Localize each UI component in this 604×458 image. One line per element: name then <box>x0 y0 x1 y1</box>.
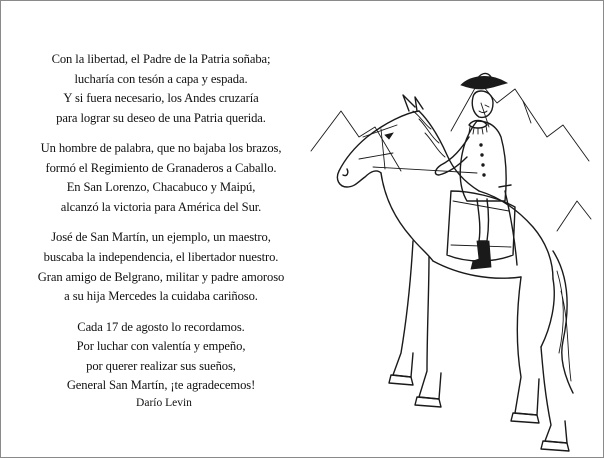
mountains <box>311 81 591 231</box>
poem-line: Y si fuera necesario, los Andes cruzaría <box>63 91 259 106</box>
poem-line: Un hombre de palabra, que no bajaba los brazos, <box>40 141 282 156</box>
poem-line: Con la libertad, el Padre de la Patria soñaba; <box>51 52 271 66</box>
rider <box>435 74 517 269</box>
poem-line: Cada 17 de agosto lo recordamos. <box>77 319 245 334</box>
stanza-3 <box>11 228 311 306</box>
poem-line: Por luchar con valentía y empeño, <box>76 339 246 354</box>
poem-line: a su hija Mercedes la cuidaba cariñoso. <box>64 289 258 304</box>
san-martin-horse-illustration <box>301 41 601 453</box>
poem-line: buscaba la independencia, el libertador nuestro. <box>43 249 279 264</box>
poem-line: General San Martín, ¡te agradecemos! <box>66 378 256 393</box>
poem-line: formó el Regimiento de Granaderos a Caballo. <box>45 160 277 175</box>
stanza-4 <box>11 318 311 396</box>
poem-line: por querer realizar sus sueños, <box>86 358 236 373</box>
poem-author: Darío Levin <box>136 397 192 409</box>
poem-line: Gran amigo de Belgrano, militar y padre amoroso <box>37 269 285 284</box>
stanza-1 <box>11 50 311 128</box>
horse-and-rider-drawing <box>301 41 601 453</box>
poem-line: José de San Martín, un ejemplo, un maestro, <box>51 230 271 245</box>
poem <box>11 50 311 407</box>
poem-line: lucharía con tesón a capa y espada. <box>74 71 248 86</box>
horse <box>337 95 573 451</box>
stanza-2 <box>11 139 311 217</box>
poem-line: alcanzó la victoria para América del Sur. <box>60 199 262 214</box>
poem-line: En San Lorenzo, Chacabuco y Maipú, <box>66 180 256 195</box>
poem-line: para lograr su deseo de una Patria querida. <box>56 110 266 125</box>
